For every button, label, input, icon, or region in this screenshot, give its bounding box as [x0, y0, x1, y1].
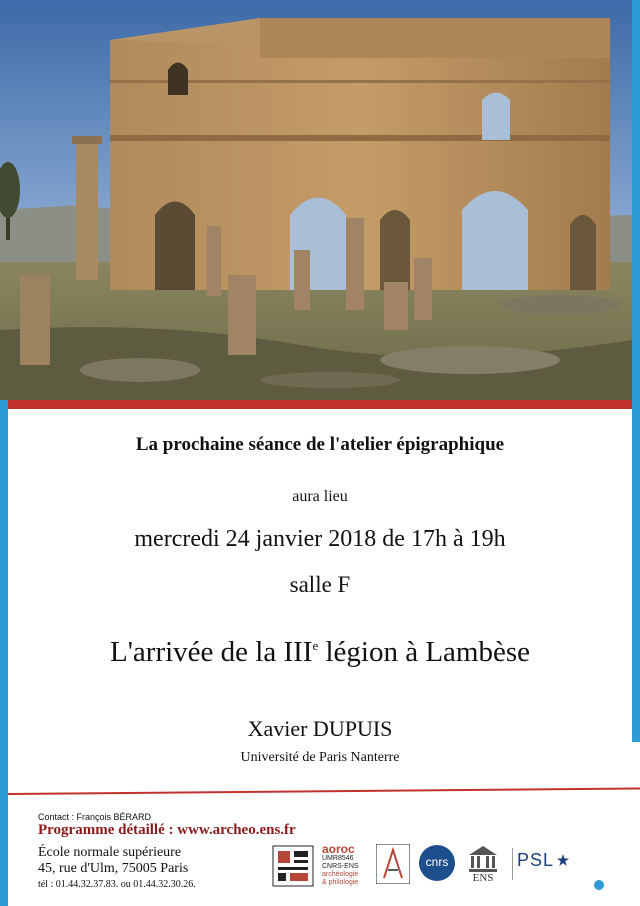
psl-label: PSL — [517, 850, 555, 870]
intro-line — [8, 434, 632, 456]
ens-logo — [466, 843, 500, 887]
aoroc-pen-icon — [376, 844, 410, 884]
telephone-line: tél : 01.44.32.37.83. ou 01.44.32.30.26. — [38, 879, 196, 890]
aoroc-archeologie: archéologie — [322, 871, 359, 878]
speaker-name: Xavier DUPUIS — [247, 716, 393, 741]
ens-label: ENS — [472, 872, 494, 884]
aoroc-wordmark: aoroc — [322, 842, 355, 856]
address-street: 45, rue d'Ulm, 75005 Paris — [38, 861, 189, 876]
psl-star-icon — [557, 854, 569, 866]
red-divider-band — [8, 400, 632, 409]
event-date: mercredi 24 janvier 2018 de 17h à 19h — [134, 526, 506, 552]
aoroc-umr: UMR8546 — [322, 855, 354, 862]
contact-line: Contact : François BÉRARD — [38, 812, 152, 822]
aoroc-cnrs-ens: CNRS-ENS — [322, 863, 359, 870]
cnrs-label: cnrs — [425, 855, 449, 869]
event-room: salle F — [289, 572, 351, 597]
left-blue-bar — [0, 372, 8, 906]
programme-link[interactable]: Programme détaillé : www.archeo.ens.fr — [38, 822, 296, 838]
aura-lieu: aura lieu — [292, 488, 348, 505]
cnrs-logo — [418, 844, 456, 882]
psl-logo — [512, 848, 570, 882]
workshop-name: atelier épigraphique — [340, 434, 505, 455]
tranfer-logo — [272, 845, 314, 887]
header-photo — [0, 0, 632, 400]
intro-text: La prochaine séance de l' — [135, 434, 341, 455]
talk-title-part2: légion à Lambèse — [318, 636, 530, 668]
address-institution: École normale supérieure — [38, 845, 182, 860]
aoroc-philologie: & philologie — [322, 879, 359, 886]
aoroc-logo — [322, 842, 412, 888]
right-blue-bar — [632, 0, 640, 742]
psl-divider — [512, 848, 513, 880]
talk-title-superscript: e — [312, 638, 319, 653]
talk-title — [8, 636, 632, 669]
speaker-affiliation: Université de Paris Nanterre — [240, 750, 400, 765]
blue-dot-icon — [594, 880, 604, 890]
talk-title-part1: L'arrivée de la III — [109, 636, 313, 668]
